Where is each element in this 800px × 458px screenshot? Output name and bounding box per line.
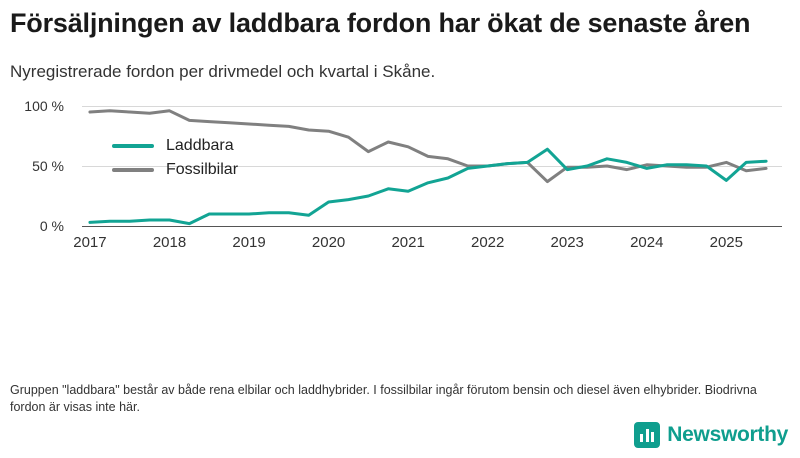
brand-logo [634,422,788,448]
ytick-label-100: 100 % [24,97,64,114]
chart-footnote: Gruppen "laddbara" består av både rena elbilar och laddhybrider. I fossilbilar ingår förutom bensin och diesel även elhybrider. Biodrivna fordon är visas inte här. [10,383,757,414]
brand-name: Newsworthy [667,423,788,446]
xtick-label-2022: 2022 [470,233,505,251]
chart-legend [112,134,238,182]
legend-swatch-laddbara [112,144,154,148]
xtick-label-2020: 2020 [311,233,346,251]
legend-label-fossilbilar: Fossilbilar [166,160,239,178]
xtick-label-2024: 2024 [630,233,664,251]
ytick-label-50: 50 % [32,157,64,174]
page-title: Försäljningen av laddbara fordon har ökat de senaste åren [10,8,751,38]
legend-label-laddbara: Laddbara [166,136,234,154]
axis-x [82,226,782,227]
xtick-label-2018: 2018 [152,233,187,251]
legend-swatch-fossilbilar [112,168,154,172]
xtick-label-2017: 2017 [73,233,107,251]
legend-item-laddbara [112,134,238,158]
legend-item-fossilbilar [112,158,238,182]
chart-container [8,96,792,256]
xtick-label-2021: 2021 [391,233,425,251]
bar-chart-icon [634,422,660,448]
xtick-label-2023: 2023 [550,233,584,251]
xtick-label-2019: 2019 [232,233,266,251]
xtick-label-2025: 2025 [709,233,743,251]
chart-page [0,8,800,458]
ytick-label-0: 0 % [39,217,64,234]
chart-subtitle: Nyregistrerade fordon per drivmedel och kvartal i Skåne. [10,61,436,81]
